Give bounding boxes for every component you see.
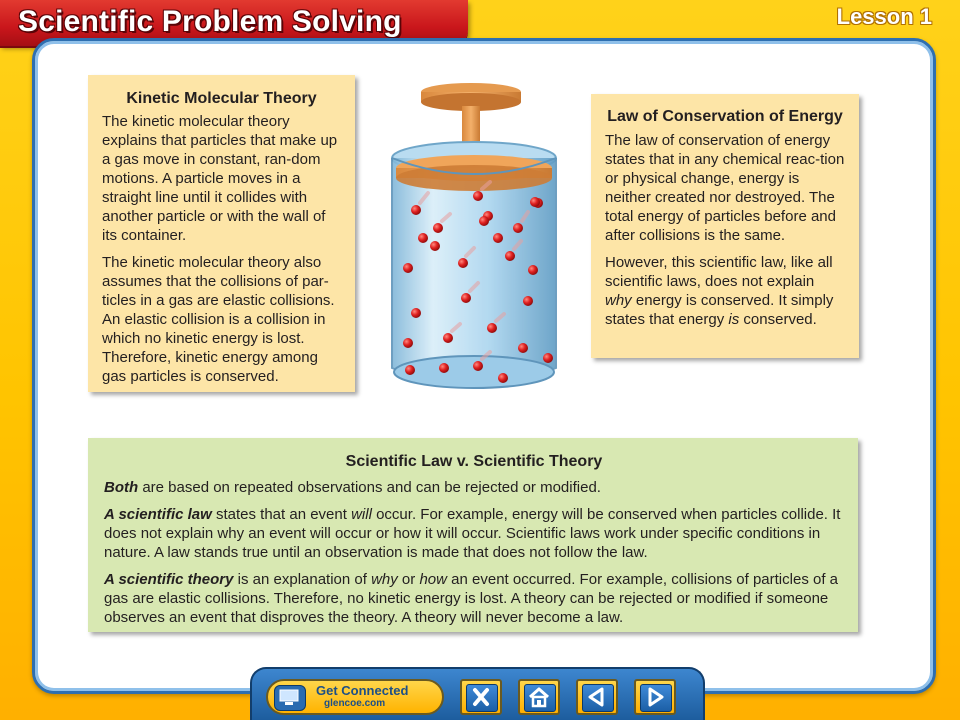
law-of-conservation-box (591, 94, 859, 358)
next-button[interactable] (634, 679, 676, 715)
compare-text: an event occurred. For example, collisions of particles of a gas are elastic collisions. Therefore, no kinetic energy is lost. A theory can be rejected or modified if someone observes an event that disproves the theory. A theory will never become a law. (104, 571, 839, 626)
kinetic-molecular-theory-box (88, 75, 355, 392)
close-button[interactable] (460, 679, 502, 715)
compare-emphasis: A scientific theory (104, 571, 234, 588)
compare-text: is an explanation of (233, 571, 372, 588)
kinetic-box-heading: Kinetic Molecular Theory (126, 90, 317, 107)
compare-emphasis: will (351, 506, 372, 523)
law-box-emphasis: is (728, 311, 740, 328)
get-connected-label: Get Connected (316, 683, 409, 698)
law-box-text: However, this scientific law, like all scientific laws, does not explain (605, 254, 833, 290)
arrow-right-icon (640, 684, 670, 710)
compare-paragraph-2 (104, 505, 844, 562)
law-box-paragraph-1: The law of conservation of energy states that in any chemical reac-tion or physical change, energy is neither created nor destroyed. The total energy of particles before and after collisions is the same. (605, 132, 845, 244)
home-button[interactable] (518, 679, 560, 715)
compare-emphasis: how (419, 571, 447, 588)
law-box-text: energy is conserved. It simply states that energy (605, 292, 834, 328)
compare-text: states that an event (211, 506, 352, 523)
previous-button[interactable] (576, 679, 618, 715)
page-title: Scientific Problem Solving (18, 5, 402, 38)
kinetic-box-paragraph-2: The kinetic molecular theory also assumes that the collisions of par-ticles in a gas are elastic collisions. An elastic collision is a collision in which no kinetic energy is lost. Therefore, kinetic energy among gas particles is conserved. (102, 254, 335, 385)
compare-emphasis: why (371, 571, 398, 588)
compare-paragraph-3 (104, 570, 844, 627)
navigation-bar (250, 667, 705, 720)
compare-text: occur. For example, energy will be conserved when particles collide. It does not explain why an event will occur or how it will occur. Scientific laws work under specific conditions in nature. A law stands true until an observation is made that does not follow the law. (104, 506, 841, 561)
arrow-left-icon (582, 684, 612, 710)
compare-paragraph-1 (104, 478, 844, 497)
law-box-heading: Law of Conservation of Energy (607, 108, 843, 125)
kinetic-box-paragraph-1: The kinetic molecular theory explains that particles that make up a gas move in constant, ran-dom motions. A particle moves in a straight line until it collides with another particle or with the wall of its container. (102, 113, 338, 244)
close-icon (466, 684, 496, 710)
compare-text: or (397, 571, 420, 588)
glencoe-link-label: glencoe.com (324, 698, 386, 709)
compare-emphasis: Both (104, 479, 139, 496)
compare-emphasis: A scientific law (104, 506, 212, 523)
gas-container-illustration (378, 78, 573, 408)
get-connected-button[interactable] (266, 679, 444, 715)
law-box-paragraph-2 (605, 253, 845, 329)
law-box-text: conserved. (739, 311, 817, 328)
law-box-emphasis: why (605, 292, 632, 309)
compare-box-heading: Scientific Law v. Scientific Theory (345, 453, 603, 470)
home-icon (524, 684, 554, 710)
compare-text: are based on repeated observations and can be rejected or modified. (138, 479, 601, 496)
lesson-label: Lesson 1 (836, 4, 932, 29)
monitor-icon (274, 685, 306, 711)
law-vs-theory-box (88, 438, 858, 632)
